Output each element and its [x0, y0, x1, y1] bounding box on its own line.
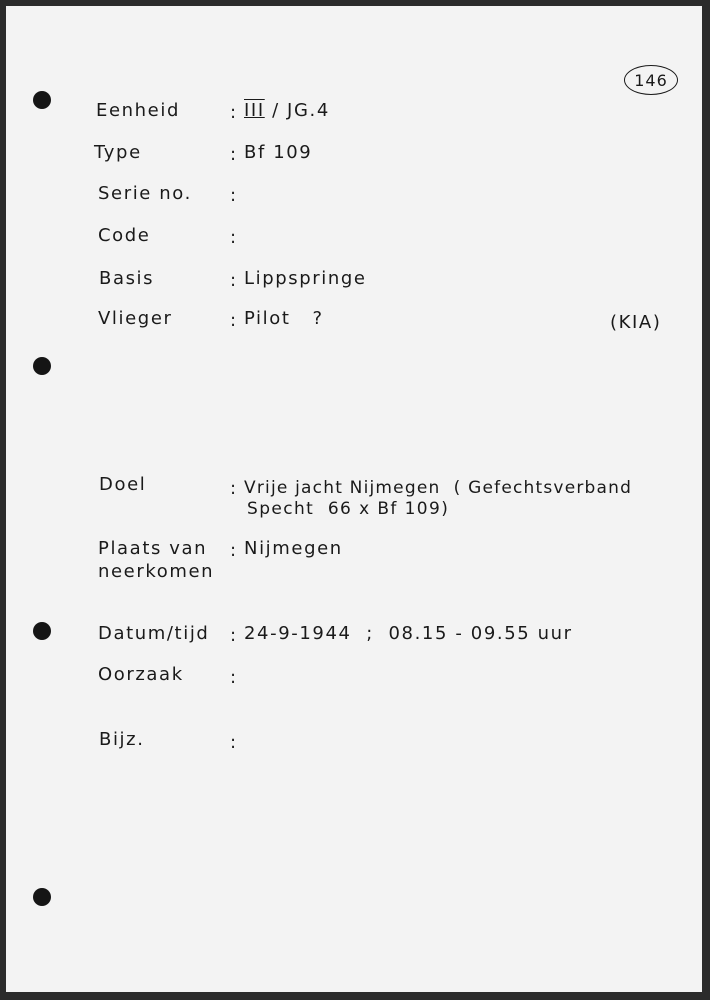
label-serie: Serie no.: [98, 183, 192, 204]
label-doel: Doel: [99, 474, 147, 495]
colon: :: [230, 625, 237, 646]
colon: :: [230, 667, 237, 688]
label-plaats: Plaats van: [98, 538, 208, 559]
colon: :: [230, 310, 237, 331]
value-doel-line1: Vrije jacht Nijmegen ( Gefechtsverband: [244, 478, 633, 498]
punch-hole: [33, 888, 51, 906]
label-vlieger: Vlieger: [98, 308, 173, 329]
punch-hole: [33, 91, 51, 109]
page-number: 146: [634, 70, 668, 90]
value-doel-line2: Specht 66 x Bf 109): [247, 499, 450, 519]
colon: :: [230, 478, 237, 499]
colon: :: [230, 102, 237, 123]
colon: :: [230, 227, 237, 248]
label-code: Code: [98, 225, 151, 246]
colon: :: [230, 185, 237, 206]
colon: :: [230, 540, 237, 561]
label-type: Type: [94, 142, 142, 163]
label-bijz: Bijz.: [99, 729, 145, 750]
label-oorzaak: Oorzaak: [98, 664, 184, 685]
label-basis: Basis: [99, 268, 155, 289]
colon: :: [230, 270, 237, 291]
status-note: (KIA): [610, 312, 662, 333]
unit-roman: III: [244, 100, 265, 121]
value-eenheid: [244, 100, 330, 121]
page-number-stamp: [624, 65, 678, 95]
label-eenheid: Eenheid: [96, 100, 180, 121]
value-basis: Lippspringe: [244, 268, 367, 289]
label-datum: Datum/tijd: [98, 623, 210, 644]
punch-hole: [33, 622, 51, 640]
value-vlieger: Pilot ?: [244, 308, 324, 329]
colon: :: [230, 732, 237, 753]
colon: :: [230, 144, 237, 165]
label-plaats-line2: neerkomen: [98, 561, 215, 582]
unit-wing: / JG.4: [272, 100, 330, 121]
value-datum: 24-9-1944 ; 08.15 - 09.55 uur: [244, 623, 573, 644]
value-type: Bf 109: [244, 142, 313, 163]
punch-hole: [33, 357, 51, 375]
value-plaats: Nijmegen: [244, 538, 343, 559]
document-page: [6, 6, 702, 992]
